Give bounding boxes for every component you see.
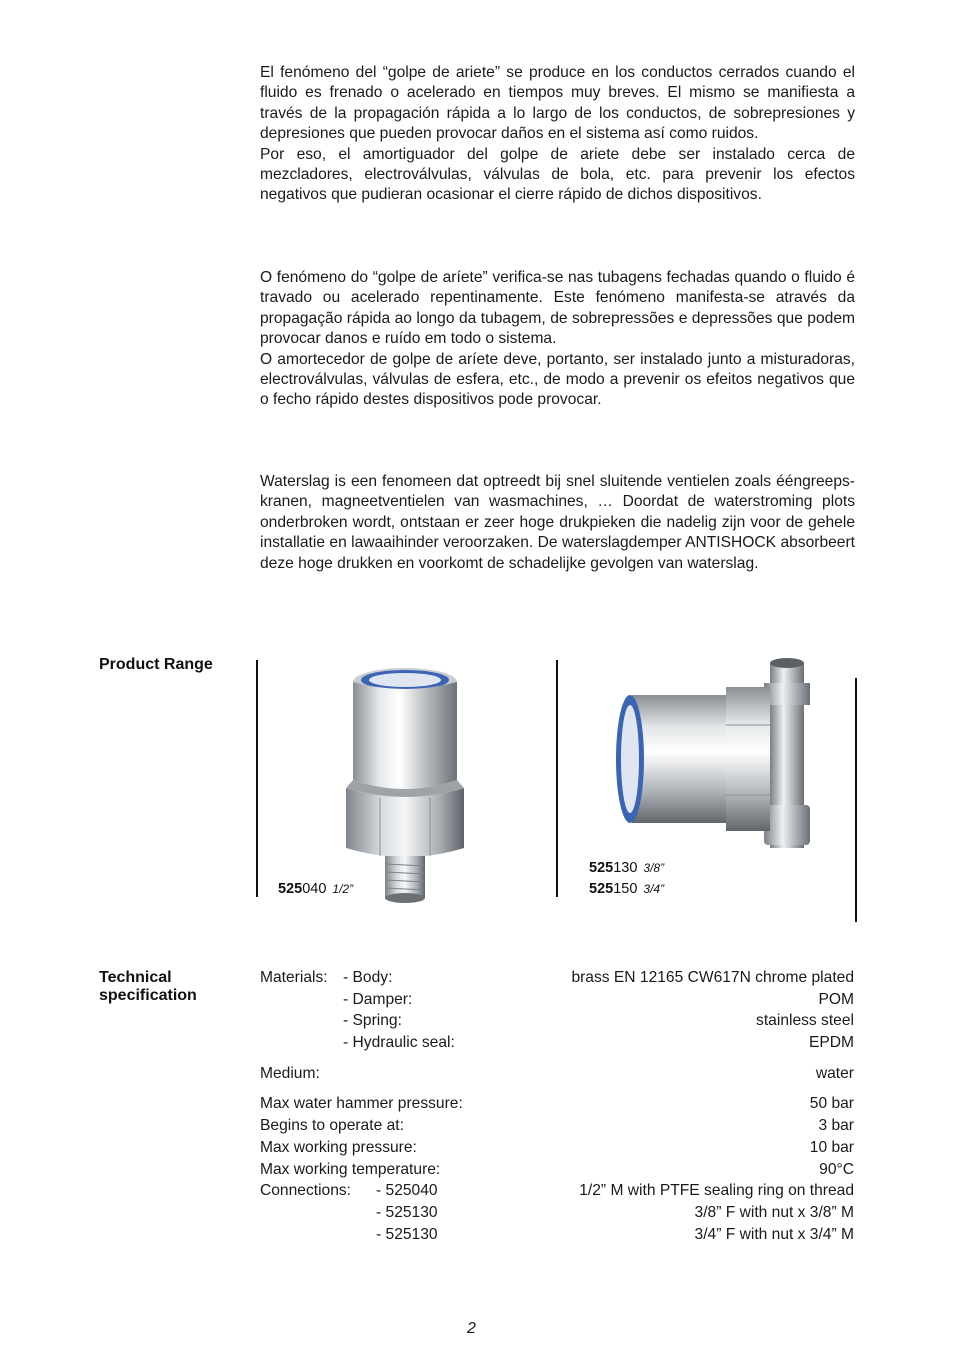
medium-label: Medium: <box>260 1064 320 1082</box>
damper-value: POM <box>818 990 854 1008</box>
intro-pt-paragraph-2: O amortecedor de golpe de aríete deve, portanto, ser instalado junto a misturadoras, electroválvulas, válvulas de esfera, etc., de modo a prevenir os efeitos negativos que o fecho rápido destes dispositivos pode provocar. <box>260 350 855 409</box>
spec-row-max-pressure <box>260 1137 854 1159</box>
intro-es-paragraph-1: El fenómeno del “golpe de ariete” se produce en los conductos cerrados cuando el fluido es frenado o acelerado en tiempos muy breves. El mismo se manifiesta a través de la propagación rápida a lo largo de los conductos, de sobrepresiones y depresiones que pueden provocar daños en el sistema así como ruidos. <box>260 64 855 143</box>
spec-row-begins <box>260 1115 854 1137</box>
divider-line-1 <box>256 660 258 897</box>
spec-row-connection-2 <box>260 1202 854 1224</box>
product-525150-code-bold: 525 <box>589 881 614 897</box>
product-525130-caption <box>589 860 664 876</box>
begins-value: 3 bar <box>818 1117 854 1135</box>
spec-row-damper <box>260 989 854 1011</box>
max-hammer-label: Max water hammer pressure: <box>260 1095 463 1113</box>
seal-label: - Hydraulic seal: <box>343 1034 455 1052</box>
product-525040-size: 1/2” <box>332 882 354 896</box>
spring-value: stainless steel <box>756 1012 854 1030</box>
connections-label: Connections: <box>260 1182 352 1200</box>
product-525130-image <box>610 655 820 855</box>
connection-2-code: - 525130 <box>376 1203 438 1221</box>
max-working-pressure-label: Max working pressure: <box>260 1138 417 1156</box>
product-525150-caption <box>589 881 664 897</box>
product-525040-code-rest: 040 <box>302 881 327 897</box>
spec-row-max-hammer <box>260 1093 854 1115</box>
intro-es-paragraph-2: Por eso, el amortiguador del golpe de ariete debe ser instalado cerca de mezcladores, electroválvulas, válvulas de bola, etc. para prevenir los efectos negativos que pudieran ocasionar el cierre rápido de dichos dispositivos. <box>260 145 855 204</box>
divider-line-2 <box>556 660 558 897</box>
product-525040-code-bold: 525 <box>278 881 303 897</box>
connection-2-value: 3/8” F with nut x 3/8” M <box>694 1203 854 1221</box>
spec-row-medium <box>260 1063 854 1085</box>
spec-row-connection-3 <box>260 1224 854 1246</box>
product-525130-size: 3/8” <box>643 861 665 875</box>
intro-nl-paragraph-1: Waterslag is een fenomeen dat optreedt bij snel sluitende ventielen zoals ééngreeps-kranen, magneetventielen van wasmachines, … Doordat de waterstroming plots onderbroken wordt, ontstaan er zeer hoge drukpieken die nadelig zijn voor de gehele installatie en lawaaihinder veroorzaken. De waterslagdemper ANTISHOCK absorbeert deze hoge drukken en voorkomt de schadelijke gevolgen van waterslag. <box>260 473 855 572</box>
spec-row-connection-1 <box>260 1180 854 1202</box>
product-525040-caption <box>278 881 353 897</box>
intro-pt-paragraph-1: O fenómeno do “golpe de aríete” verifica-se nas tubagens fechadas quando o fluido é travado ou acelerado repentinamente. Este fenómeno manifesta-se através da propagação rápida ao longo da tubagem, de sobrepressões e depressões que podem provocar danos e ruído em todo o sistema. <box>260 269 855 348</box>
spring-label: - Spring: <box>343 1012 402 1030</box>
begins-label: Begins to operate at: <box>260 1117 404 1135</box>
spec-row-body <box>260 967 854 989</box>
product-525150-code-rest: 150 <box>613 881 638 897</box>
technical-heading-line-2: specification <box>99 987 197 1004</box>
body-value: brass EN 12165 CW617N chrome plated <box>571 969 854 986</box>
product-range-heading: Product Range <box>99 656 213 673</box>
intro-dutch <box>260 472 855 574</box>
product-525040-image <box>340 660 470 905</box>
technical-heading <box>99 969 197 1005</box>
seal-value: EPDM <box>808 1034 854 1052</box>
spec-table <box>260 967 854 1245</box>
product-525130-code-rest: 130 <box>613 860 638 876</box>
medium-value: water <box>815 1064 854 1082</box>
max-working-pressure-value: 10 bar <box>809 1138 854 1156</box>
max-working-temperature-label: Max working temperature: <box>260 1160 441 1178</box>
connection-3-value: 3/4” F with nut x 3/4” M <box>694 1225 854 1243</box>
connection-1-code: - 525040 <box>376 1182 438 1200</box>
intro-spanish <box>260 63 855 206</box>
product-525150-size: 3/4” <box>643 882 665 896</box>
spec-row-max-temperature <box>260 1159 854 1181</box>
body-label: - Body: <box>343 969 393 986</box>
connection-1-value: 1/2” M with PTFE sealing ring on thread <box>579 1182 854 1200</box>
spec-row-seal <box>260 1032 854 1054</box>
max-working-temperature-value: 90°C <box>819 1160 854 1178</box>
spec-row-spring <box>260 1010 854 1032</box>
product-525130-code-bold: 525 <box>589 860 614 876</box>
damper-label: - Damper: <box>343 990 413 1008</box>
max-hammer-value: 50 bar <box>809 1095 854 1113</box>
intro-portuguese <box>260 268 855 411</box>
connection-3-code: - 525130 <box>376 1225 438 1243</box>
page-number: 2 <box>467 1320 476 1337</box>
technical-heading-line-1: Technical <box>99 969 172 986</box>
materials-label: Materials: <box>260 969 328 986</box>
divider-line-3 <box>855 678 857 922</box>
